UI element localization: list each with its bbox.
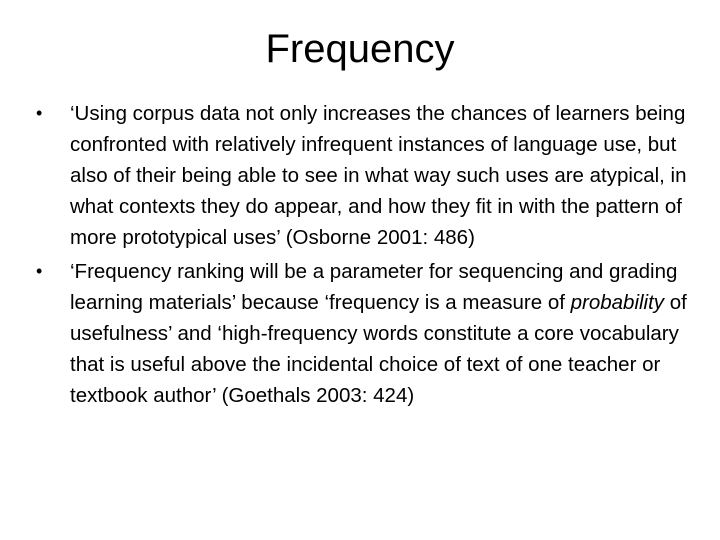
slide-title: Frequency <box>265 27 455 71</box>
bullet-text-goethals <box>70 260 687 407</box>
bullet-icon: • <box>36 261 43 281</box>
emphasis-probability: probability <box>570 291 665 314</box>
bullet-list <box>36 98 696 414</box>
bullet-item-goethals <box>36 256 696 411</box>
bullet-icon: • <box>36 103 43 123</box>
bullet-text-osborne: ‘Using corpus data not only increases the chances of learners being confronted with relatively infrequent instances of language use, but also of their being able to see in what way such uses are atypical, in what contexts they do appear, and how they fit in with the pattern of more prototypical uses’ (Osborne 2001: 486) <box>70 102 687 249</box>
bullet-text-goethals-before: ‘Frequency ranking will be a parameter for sequencing and grading learning materials’ because ‘frequency is a measure of <box>70 260 678 314</box>
bullet-text-goethals-after: of usefulness’ and ‘high-frequency words constitute a core vocabulary that is useful above the incidental choice of text of one teacher or textbook author’ (Goethals 2003: 424) <box>70 291 687 407</box>
bullet-item-osborne <box>36 98 696 253</box>
